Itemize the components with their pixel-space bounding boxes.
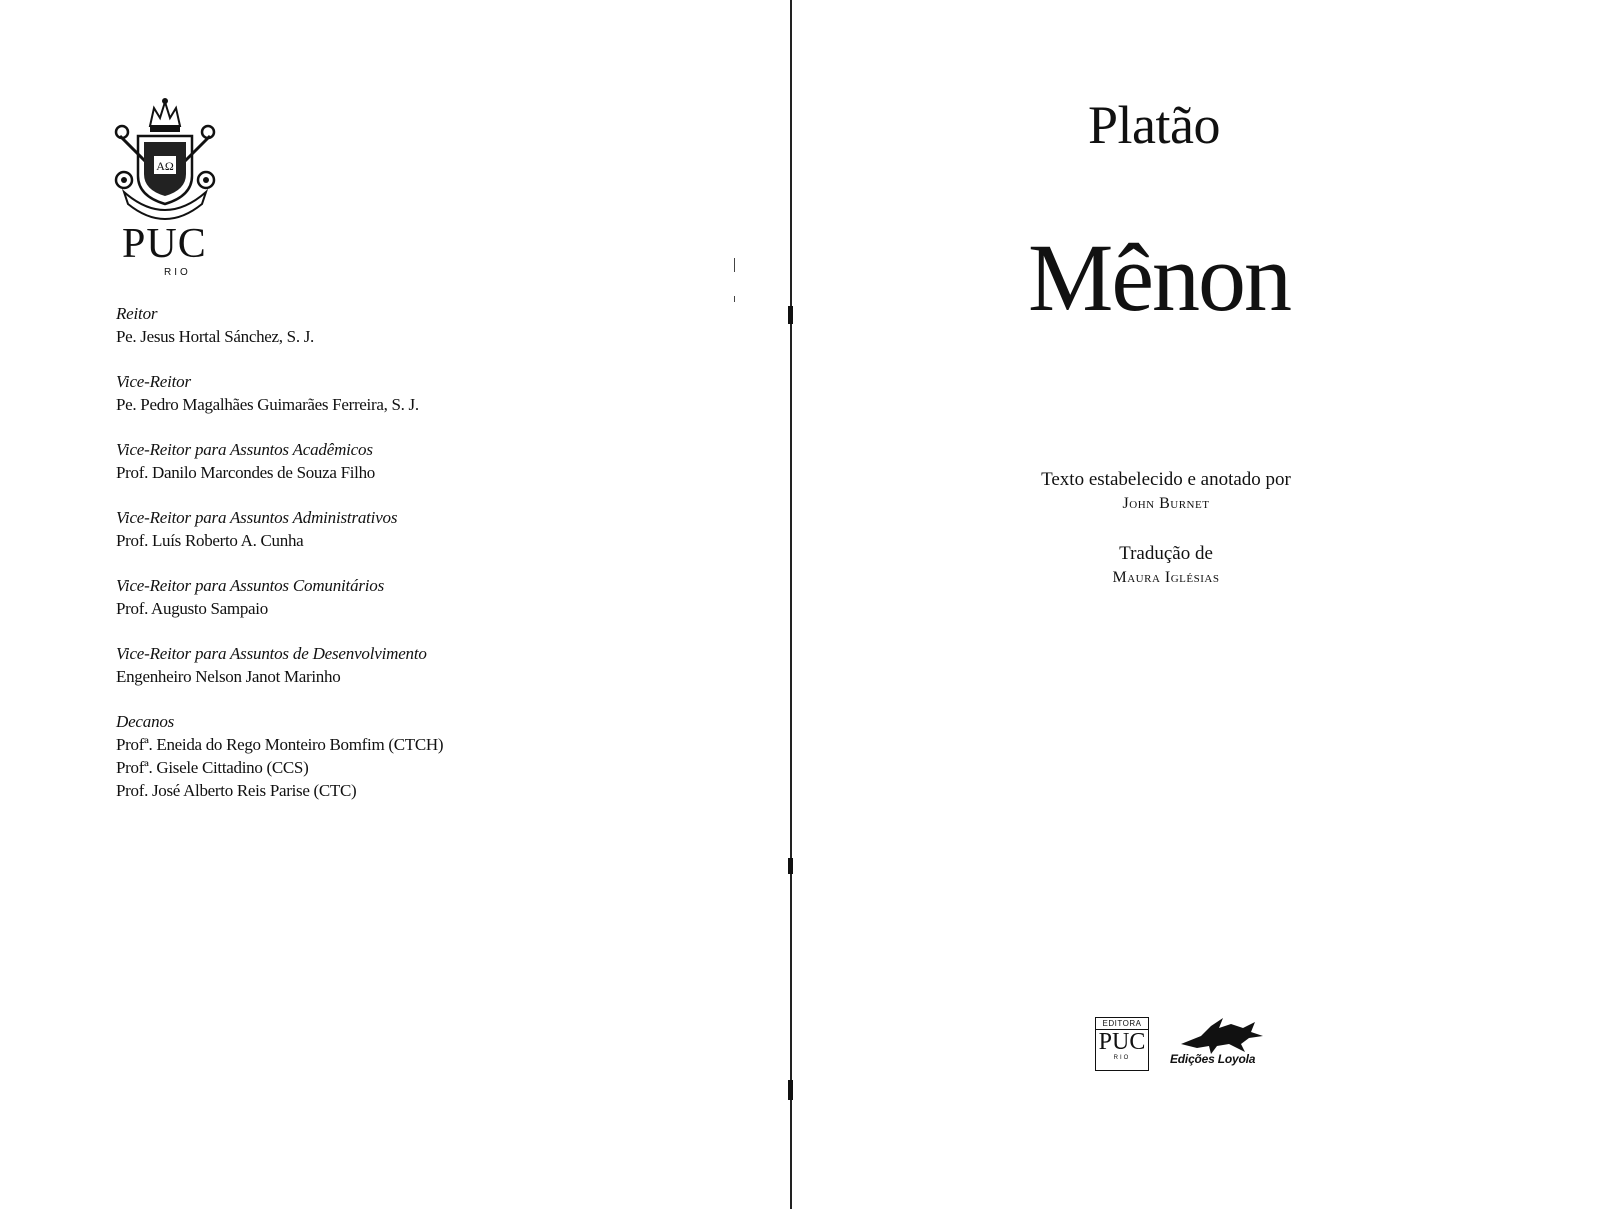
scan-speck [734,258,735,272]
role-holder-name: Prof. José Alberto Reis Parise (CTC) [116,781,357,800]
role-block [116,574,676,620]
role-holder-name: Profª. Gisele Cittadino (CCS) [116,758,309,777]
edited-by-label: Texto estabelecido e anotado por [1041,469,1291,490]
role-title: Decanos [116,712,175,731]
editora-puc-wordmark: PUC [1098,1029,1146,1055]
role-title: Vice-Reitor [116,372,191,391]
role-holder-name: Pe. Jesus Hortal Sánchez, S. J. [116,327,314,346]
role-title: Vice-Reitor para Assuntos Administrativos [116,508,398,527]
editora-puc-logo [1095,1017,1149,1071]
puc-wordmark: PUC [122,221,207,267]
role-block [116,370,676,416]
credits [1006,468,1326,590]
translator-name: Maura Iglésias [1112,569,1220,586]
role-block [116,438,676,484]
role-block [116,710,676,802]
translation-label: Tradução de [1119,543,1213,564]
role-block [116,302,676,348]
role-holder-name: Prof. Danilo Marcondes de Souza Filho [116,463,375,482]
editora-rio-label: RIO [1113,1055,1131,1061]
puc-rio-crest-icon [110,96,220,226]
role-block [116,642,676,688]
administration-list [116,302,676,824]
pegasus-icon [1171,1014,1271,1056]
role-block [116,506,676,552]
editora-label: EDITORA [1096,1018,1148,1030]
role-title: Vice-Reitor para Assuntos Acadêmicos [116,440,373,459]
role-holder-name: Prof. Augusto Sampaio [116,599,268,618]
role-holder-name: Profª. Eneida do Rego Monteiro Bomfim (CTCH) [116,735,444,754]
right-page [796,0,1598,1209]
book-title: Mênon [1028,224,1290,331]
role-holder-name: Pe. Pedro Magalhães Guimarães Ferreira, S. J. [116,395,419,414]
puc-wordmark-sub: RIO [164,267,191,278]
page-gutter [790,0,792,1209]
scan-speck [734,296,735,302]
role-title: Vice-Reitor para Assuntos de Desenvolvimento [116,644,427,663]
role-title: Reitor [116,304,158,323]
editor-name: John Burnet [1122,495,1210,512]
book-author: Platão [1088,95,1220,155]
svg-text:AΩ: AΩ [156,159,174,173]
role-holder-name: Prof. Luís Roberto A. Cunha [116,531,304,550]
left-page [0,0,790,1209]
edicoes-loyola-logo: Edições Loyola [1170,1052,1256,1066]
role-title: Vice-Reitor para Assuntos Comunitários [116,576,385,595]
role-holder-name: Engenheiro Nelson Janot Marinho [116,667,341,686]
